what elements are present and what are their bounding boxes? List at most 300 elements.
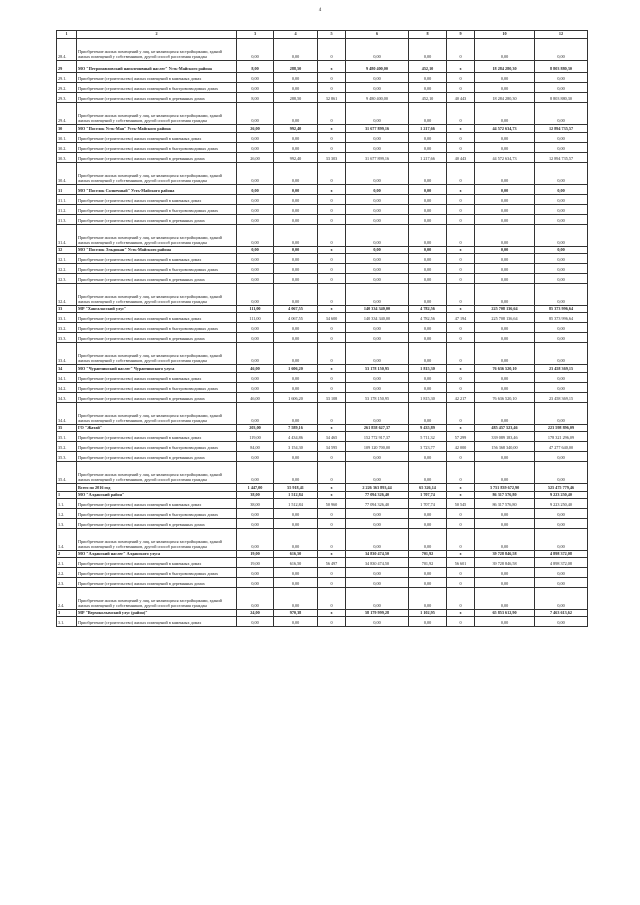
row-value-cell: х: [447, 365, 475, 373]
row-value-cell: 0,00: [409, 519, 447, 529]
row-number: 35: [57, 425, 77, 432]
row-number: 2: [57, 551, 77, 558]
row-value-cell: 111,00: [237, 313, 274, 323]
row-value-cell: 452,10: [409, 93, 447, 103]
row-value-cell: 0,00: [346, 133, 409, 143]
row-value-cell: 0,00: [409, 143, 447, 153]
row-description: Приобретение (строительство) жилых помещений в деревянных домах: [77, 333, 237, 343]
row-value-cell: 0,00: [475, 588, 535, 610]
row-value-cell: 47 194: [447, 313, 475, 323]
row-value-cell: 0,00: [237, 588, 274, 610]
row-value-cell: 38,00: [237, 492, 274, 499]
row-number: 32: [57, 247, 77, 254]
row-value-cell: 261 858 627,37: [346, 425, 409, 432]
row-value-cell: 0,00: [237, 462, 274, 484]
row-description: Приобретение (строительство) жилых помещений в каменных домах: [77, 373, 237, 383]
table-row: [57, 73, 588, 83]
row-number: 31.2.: [57, 205, 77, 215]
row-value-cell: 0,00: [535, 163, 588, 185]
row-value-cell: 0: [318, 529, 346, 551]
row-value-cell: 0,00: [346, 343, 409, 365]
row-value-cell: 9 223 250,40: [535, 492, 588, 499]
row-value-cell: 0,00: [274, 529, 318, 551]
row-value-cell: 0,00: [475, 143, 535, 153]
row-value-cell: 0,00: [535, 462, 588, 484]
row-value-cell: 0: [318, 578, 346, 588]
row-description: Приобретение (строительство) жилых помещений в каменных домах: [77, 73, 237, 83]
row-value-cell: 0: [318, 509, 346, 519]
row-value-cell: 0,00: [237, 215, 274, 225]
row-number: 28.4.: [57, 39, 77, 61]
row-value-cell: 44 572 634,73: [475, 153, 535, 163]
row-value-cell: 970,38: [274, 610, 318, 617]
table-row: [57, 383, 588, 393]
row-value-cell: 0,00: [346, 333, 409, 343]
row-value-cell: 701,92: [409, 558, 447, 568]
table-row: [57, 617, 588, 627]
row-value-cell: 0,00: [535, 373, 588, 383]
row-value-cell: 0,00: [409, 578, 447, 588]
row-value-cell: 0: [318, 323, 346, 333]
row-number: 30.1.: [57, 133, 77, 143]
row-value-cell: 0,00: [274, 225, 318, 247]
row-value-cell: 42 217: [447, 393, 475, 403]
row-number: 33.2.: [57, 323, 77, 333]
row-value-cell: 58 179 999,28: [346, 610, 409, 617]
row-description: Приобретение жилых помещений у лиц, не являющихся застройщиками, зданий жилых помещений у собственников, другой способ расселения граждан: [77, 462, 237, 484]
row-description: Приобретение (строительство) жилых помещений в деревянных домах: [77, 393, 237, 403]
row-value-cell: 0: [447, 617, 475, 627]
table-row: [57, 343, 588, 365]
row-value-cell: 0,00: [409, 254, 447, 264]
row-value-cell: 26,00: [237, 125, 274, 133]
row-description: Приобретение (строительство) жилых помещений в быстровозводимых домах: [77, 442, 237, 452]
row-description: Приобретение (строительство) жилых помещений в деревянных домах: [77, 153, 237, 163]
row-value-cell: 0,00: [274, 274, 318, 284]
row-value-cell: 0,00: [237, 617, 274, 627]
row-value-cell: 0,00: [475, 333, 535, 343]
row-value-cell: 39 728 846,58: [475, 551, 535, 558]
row-value-cell: 0,00: [346, 403, 409, 425]
row-value-cell: 0,00: [409, 403, 447, 425]
table-row: [57, 103, 588, 125]
row-value-cell: 65 326,14: [409, 484, 447, 492]
row-value-cell: 140 334 340,00: [346, 313, 409, 323]
row-value-cell: 0,00: [535, 247, 588, 254]
row-value-cell: 0,00: [535, 205, 588, 215]
column-header: 4: [274, 31, 318, 39]
row-value-cell: 0,00: [475, 83, 535, 93]
row-value-cell: 23 458 369,15: [535, 393, 588, 403]
row-number: 1.4.: [57, 529, 77, 551]
row-value-cell: 4 067,55: [274, 313, 318, 323]
row-number: 30: [57, 125, 77, 133]
row-value-cell: 0,00: [346, 195, 409, 205]
row-value-cell: 40 443: [447, 93, 475, 103]
row-value-cell: 0: [318, 163, 346, 185]
row-value-cell: 0,00: [409, 247, 447, 254]
row-number: 30.3.: [57, 153, 77, 163]
row-number: 32.4.: [57, 284, 77, 306]
row-value-cell: 0: [318, 215, 346, 225]
row-value-cell: 0: [318, 225, 346, 247]
row-value-cell: 0,00: [237, 333, 274, 343]
table-row: [57, 254, 588, 264]
row-value-cell: 0,00: [535, 215, 588, 225]
table-row: [57, 442, 588, 452]
row-value-cell: 31 677 899,16: [346, 125, 409, 133]
row-value-cell: 0,00: [274, 254, 318, 264]
row-value-cell: 0,00: [535, 195, 588, 205]
row-number: 32.2.: [57, 264, 77, 274]
row-value-cell: 0,00: [346, 215, 409, 225]
row-value-cell: 0,00: [535, 133, 588, 143]
row-value-cell: 0,00: [237, 323, 274, 333]
row-value-cell: 7 589,16: [274, 425, 318, 432]
row-value-cell: 0,00: [535, 588, 588, 610]
row-value-cell: 1 102,95: [409, 610, 447, 617]
row-value-cell: х: [318, 484, 346, 492]
row-value-cell: 0,00: [475, 578, 535, 588]
row-description: Приобретение жилых помещений у лиц, не являющихся застройщиками, зданий жилых помещений у собственников, другой способ расселения граждан: [77, 284, 237, 306]
table-row: [57, 93, 588, 103]
housing-resettlement-table: [56, 30, 588, 627]
row-value-cell: 0: [447, 143, 475, 153]
column-header: 10: [475, 31, 535, 39]
row-value-cell: 0,00: [274, 509, 318, 519]
row-value-cell: х: [447, 551, 475, 558]
row-description: Приобретение жилых помещений у лиц, не являющихся застройщиками, зданий жилых помещений у собственников, другой способ расселения граждан: [77, 403, 237, 425]
row-number: 1.2.: [57, 509, 77, 519]
row-value-cell: 0,00: [237, 73, 274, 83]
row-value-cell: 47 277 640,00: [535, 442, 588, 452]
table-row: [57, 306, 588, 313]
row-value-cell: 288,50: [274, 93, 318, 103]
row-value-cell: 0,00: [237, 274, 274, 284]
row-value-cell: 50 545: [447, 499, 475, 509]
row-value-cell: 0,00: [409, 83, 447, 93]
row-value-cell: 0: [447, 588, 475, 610]
row-value-cell: 0,00: [475, 264, 535, 274]
row-value-cell: 0,00: [346, 284, 409, 306]
row-value-cell: 0: [447, 452, 475, 462]
table-row: [57, 333, 588, 343]
row-value-cell: 0: [447, 83, 475, 93]
row-number: 35.2.: [57, 442, 77, 452]
row-value-cell: 0,00: [274, 284, 318, 306]
row-value-cell: 0,00: [237, 39, 274, 61]
row-value-cell: 0,00: [346, 39, 409, 61]
table-row: [57, 588, 588, 610]
row-value-cell: 33 108: [318, 393, 346, 403]
row-value-cell: 0,00: [237, 343, 274, 365]
row-value-cell: 0: [318, 39, 346, 61]
table-row: [57, 225, 588, 247]
row-value-cell: 0,00: [409, 509, 447, 519]
row-value-cell: 0,00: [237, 254, 274, 264]
row-value-cell: 0,00: [346, 323, 409, 333]
row-value-cell: 0: [447, 163, 475, 185]
table-row: [57, 185, 588, 195]
row-description: Приобретение жилых помещений у лиц, не являющихся застройщиками, зданий жилых помещений у собственников, другой способ расселения граждан: [77, 529, 237, 551]
row-value-cell: 0,00: [475, 323, 535, 333]
row-value-cell: 0,00: [274, 163, 318, 185]
row-value-cell: 0: [447, 133, 475, 143]
row-value-cell: 0,00: [409, 588, 447, 610]
row-value-cell: 0,00: [409, 39, 447, 61]
row-value-cell: 7 463 613,62: [535, 610, 588, 617]
row-value-cell: 0: [447, 225, 475, 247]
row-description: МО "Чурапчинский наслег" Чурапчинского улуса: [77, 365, 237, 373]
row-value-cell: 0,00: [475, 343, 535, 365]
row-value-cell: 0,00: [274, 383, 318, 393]
row-value-cell: 0: [318, 103, 346, 125]
row-value-cell: 0,00: [475, 133, 535, 143]
row-number: 34.1.: [57, 373, 77, 383]
row-number: 35.4.: [57, 462, 77, 484]
row-value-cell: 86 317 576,80: [475, 499, 535, 509]
row-value-cell: 0: [318, 383, 346, 393]
row-value-cell: 0: [447, 254, 475, 264]
row-value-cell: 0: [318, 373, 346, 383]
row-value-cell: 0: [447, 519, 475, 529]
row-value-cell: 0,00: [409, 195, 447, 205]
row-number: 30.4.: [57, 163, 77, 185]
row-value-cell: 9 223 250,40: [535, 499, 588, 509]
row-value-cell: 0,00: [409, 274, 447, 284]
row-value-cell: 0: [318, 133, 346, 143]
row-description: Приобретение (строительство) жилых помещений в быстровозводимых домах: [77, 83, 237, 93]
row-value-cell: 0,00: [475, 254, 535, 264]
table-row: [57, 39, 588, 61]
row-value-cell: 0,00: [535, 452, 588, 462]
row-value-cell: 225 708 136,64: [475, 313, 535, 323]
row-number: 3.1.: [57, 617, 77, 627]
row-value-cell: 34 600: [318, 313, 346, 323]
row-value-cell: 0,00: [409, 383, 447, 393]
row-value-cell: 0,00: [346, 264, 409, 274]
row-value-cell: 0: [318, 519, 346, 529]
row-value-cell: 0,00: [346, 452, 409, 462]
row-value-cell: 0,00: [409, 185, 447, 195]
row-value-cell: 0,00: [409, 205, 447, 215]
row-value-cell: 0: [447, 529, 475, 551]
row-value-cell: х: [318, 365, 346, 373]
row-value-cell: х: [447, 125, 475, 133]
row-description: Приобретение жилых помещений у лиц, не являющихся застройщиками, зданий жилых помещений у собственников, другой способ расселения граждан: [77, 103, 237, 125]
row-value-cell: 0,00: [409, 225, 447, 247]
row-description: Приобретение (строительство) жилых помещений в быстровозводимых домах: [77, 383, 237, 393]
table-row: [57, 284, 588, 306]
row-value-cell: 119,00: [237, 432, 274, 442]
row-value-cell: х: [318, 492, 346, 499]
row-value-cell: 2 226 363 893,44: [346, 484, 409, 492]
row-value-cell: 32 861: [318, 93, 346, 103]
table-row: [57, 264, 588, 274]
row-number: [57, 484, 77, 492]
row-value-cell: 0,00: [237, 578, 274, 588]
row-value-cell: 1 512,84: [274, 492, 318, 499]
table-row: [57, 205, 588, 215]
column-header: 6: [346, 31, 409, 39]
row-number: 2.2.: [57, 568, 77, 578]
row-value-cell: 0,00: [346, 185, 409, 195]
row-description: Приобретение (строительство) жилых помещений в быстровозводимых домах: [77, 509, 237, 519]
column-header: 5: [318, 31, 346, 39]
row-value-cell: 56 601: [447, 558, 475, 568]
row-value-cell: 50 960: [318, 499, 346, 509]
row-value-cell: 3 154,30: [274, 442, 318, 452]
row-value-cell: х: [318, 125, 346, 133]
table-row: [57, 432, 588, 442]
table-row: [57, 153, 588, 163]
row-value-cell: 0: [318, 452, 346, 462]
row-value-cell: 0,00: [274, 143, 318, 153]
row-value-cell: 0,00: [475, 284, 535, 306]
row-value-cell: 0,00: [346, 578, 409, 588]
row-number: 33: [57, 306, 77, 313]
row-value-cell: 0,00: [409, 133, 447, 143]
table-row: [57, 163, 588, 185]
row-value-cell: 0: [447, 39, 475, 61]
row-value-cell: 0,00: [475, 215, 535, 225]
row-value-cell: 4 898 372,08: [535, 551, 588, 558]
row-number: 32.3.: [57, 274, 77, 284]
row-value-cell: 4 898 372,08: [535, 558, 588, 568]
row-value-cell: 19,00: [237, 558, 274, 568]
row-number: 30.2.: [57, 143, 77, 153]
row-value-cell: 0,00: [274, 264, 318, 274]
row-value-cell: 33 303: [318, 153, 346, 163]
table-row: [57, 452, 588, 462]
row-number: 31.4.: [57, 225, 77, 247]
row-value-cell: 53 178 150,95: [346, 393, 409, 403]
row-value-cell: 0,00: [475, 163, 535, 185]
row-value-cell: 0,00: [346, 247, 409, 254]
row-value-cell: 5 711,32: [409, 432, 447, 442]
row-value-cell: 0,00: [274, 462, 318, 484]
row-number: 1.1.: [57, 499, 77, 509]
row-value-cell: 0,00: [475, 462, 535, 484]
row-value-cell: 616,50: [274, 558, 318, 568]
row-value-cell: 85 373 996,64: [535, 306, 588, 313]
row-value-cell: 0,00: [346, 383, 409, 393]
row-value-cell: 111,00: [237, 306, 274, 313]
row-description: ГО "Жатай": [77, 425, 237, 432]
row-value-cell: 0,00: [535, 568, 588, 578]
row-value-cell: 0,00: [237, 103, 274, 125]
row-description: МО "Поселок Эльдикан" Усть-Майского района: [77, 247, 237, 254]
row-description: Приобретение (строительство) жилых помещений в деревянных домах: [77, 452, 237, 462]
row-value-cell: 18 284 280,30: [475, 93, 535, 103]
row-value-cell: 0,00: [274, 83, 318, 93]
row-value-cell: 0,00: [274, 73, 318, 83]
row-value-cell: 0,00: [535, 519, 588, 529]
row-value-cell: 0,00: [535, 254, 588, 264]
table-row: [57, 484, 588, 492]
row-value-cell: 40 443: [447, 153, 475, 163]
row-value-cell: 0,00: [535, 83, 588, 93]
table-row: [57, 313, 588, 323]
row-value-cell: 0,00: [535, 284, 588, 306]
row-value-cell: 0: [447, 195, 475, 205]
row-value-cell: 0: [447, 462, 475, 484]
row-description: МО "Алданский район": [77, 492, 237, 499]
table-row: [57, 133, 588, 143]
row-value-cell: 12 894 735,57: [535, 125, 588, 133]
table-row: [57, 274, 588, 284]
row-value-cell: 0,00: [237, 264, 274, 274]
table-row: [57, 499, 588, 509]
row-value-cell: 0,00: [409, 529, 447, 551]
row-value-cell: 1 707,74: [409, 492, 447, 499]
row-number: 1: [57, 492, 77, 499]
row-value-cell: 156 368 340,00: [475, 442, 535, 452]
row-value-cell: 225 708 136,64: [475, 306, 535, 313]
row-value-cell: 0,00: [475, 103, 535, 125]
row-description: МР "Хангаласский улус": [77, 306, 237, 313]
row-value-cell: 0,00: [346, 163, 409, 185]
row-value-cell: 0,00: [346, 373, 409, 383]
row-value-cell: 9 480 400,00: [346, 61, 409, 73]
row-value-cell: 0,00: [237, 163, 274, 185]
row-value-cell: 0: [447, 578, 475, 588]
row-value-cell: х: [318, 425, 346, 432]
row-value-cell: 0,00: [237, 247, 274, 254]
row-description: Приобретение (строительство) жилых помещений в деревянных домах: [77, 519, 237, 529]
row-value-cell: 1 217,66: [409, 125, 447, 133]
row-value-cell: х: [447, 247, 475, 254]
row-value-cell: 1 606,20: [274, 393, 318, 403]
row-value-cell: 0: [447, 333, 475, 343]
column-header: 8: [409, 31, 447, 39]
row-value-cell: 0: [447, 373, 475, 383]
row-value-cell: 0: [447, 323, 475, 333]
row-value-cell: 0,00: [475, 403, 535, 425]
row-value-cell: 0: [447, 403, 475, 425]
row-value-cell: 8 803 880,30: [535, 93, 588, 103]
row-value-cell: 0: [318, 588, 346, 610]
row-value-cell: 0,00: [346, 509, 409, 519]
row-value-cell: 34 595: [318, 442, 346, 452]
row-number: 34: [57, 365, 77, 373]
column-header: 12: [535, 31, 588, 39]
row-value-cell: 4 434,86: [274, 432, 318, 442]
row-value-cell: 0,00: [274, 519, 318, 529]
row-value-cell: 0,00: [475, 73, 535, 83]
row-number: 3: [57, 610, 77, 617]
row-value-cell: 0,00: [274, 195, 318, 205]
row-value-cell: х: [447, 425, 475, 432]
row-value-cell: 53 178 150,95: [346, 365, 409, 373]
row-value-cell: 0,00: [274, 185, 318, 195]
row-description: Приобретение (строительство) жилых помещений в каменных домах: [77, 499, 237, 509]
table-row: [57, 558, 588, 568]
row-description: Приобретение (строительство) жилых помещений в быстровозводимых домах: [77, 323, 237, 333]
row-value-cell: х: [447, 610, 475, 617]
row-value-cell: 0,00: [346, 274, 409, 284]
row-value-cell: 0,00: [475, 274, 535, 284]
row-value-cell: 0,00: [475, 205, 535, 215]
row-value-cell: 26,00: [237, 153, 274, 163]
row-description: Приобретение жилых помещений у лиц, не являющихся застройщиками, зданий жилых помещений у собственников, другой способ расселения граждан: [77, 225, 237, 247]
table-row: [57, 509, 588, 519]
row-value-cell: 0,00: [346, 519, 409, 529]
row-value-cell: 0,00: [346, 529, 409, 551]
row-value-cell: 0,00: [237, 284, 274, 306]
row-value-cell: 1 217,66: [409, 153, 447, 163]
table-row: [57, 551, 588, 558]
